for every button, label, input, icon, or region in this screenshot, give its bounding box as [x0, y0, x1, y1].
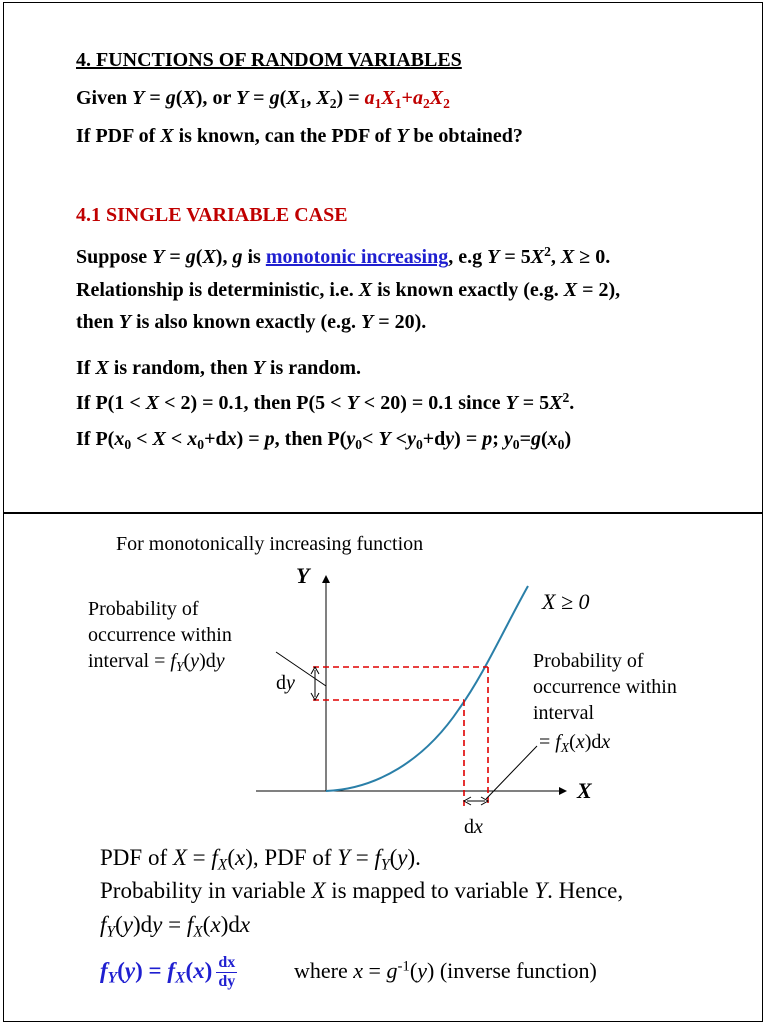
slide-top	[3, 2, 763, 513]
relationship-line: Relationship is deterministic, i.e. X is known exactly (e.g. X = 2),	[76, 279, 621, 301]
monotonic-increasing-link[interactable]: monotonic increasing	[265, 246, 449, 268]
random-line: If X is random, then Y is random.	[76, 357, 362, 379]
right-annotation-line4: = $f_X(x)dx$	[539, 731, 611, 756]
left-annotation-line2: occurrence within	[88, 624, 232, 646]
left-annotation-line1: Probability of	[88, 598, 199, 620]
diagram-caption: For monotonically increasing function	[116, 533, 424, 555]
derivative-fraction: $\frac{dx}{dy}$	[218, 954, 236, 990]
slide-bottom	[3, 513, 763, 1022]
x-axis-label: X	[577, 778, 592, 803]
suppose-line: Suppose Y = g(X), g is monotonic increasing, e.g $Y = 5X^2$, X ≥ 0.	[76, 244, 611, 268]
right-annotation-line1: Probability of	[533, 650, 644, 672]
interval-guides	[313, 667, 488, 806]
linear-combination: $a_1X_1+a_2X_2$	[364, 87, 450, 112]
monotonic-curve	[326, 586, 528, 791]
right-annotation-line3: interval	[533, 702, 595, 724]
dx-label: dx	[464, 816, 483, 838]
given-line: Given Y = g(X), or $Y = g(X_1$, $X_2) = a_1X_1+a_2X_2$	[76, 87, 450, 112]
question-line: If PDF of X is known, can the PDF of Y be obtained?	[76, 125, 523, 147]
y-axis-label: Y	[296, 563, 310, 588]
right-annotation-line2: occurrence within	[533, 676, 677, 698]
equality-line: $f_Y(y)dy = f_X(x)dx$	[100, 912, 251, 941]
subsection-heading: 4.1 SINGLE VARIABLE CASE	[76, 204, 348, 226]
transformation-formula: $f_Y(y) = f_X(x)$ $\frac{dx}{dy}$	[100, 954, 236, 990]
dy-label: dy	[276, 672, 295, 694]
probability-example-line: If P(1 < X < 2) = 0.1, then P(5 < Y < 20) = 0.1 since $Y = 5X^2$.	[76, 390, 575, 414]
then-line: then Y is also known exactly (e.g. Y = 20).	[76, 311, 427, 333]
domain-label: X ≥ 0	[542, 589, 590, 614]
probability-general-line: If $P(x_0 < X < x_0+dx) = p$, then $P(y_0< Y <y_0+dy) = p$; $y_0=g(x_0)$	[76, 428, 572, 453]
pdf-definition-line: PDF of $X = f_X(x)$, PDF of $Y = f_Y(y)$.	[100, 845, 421, 874]
section-heading: 4. FUNCTIONS OF RANDOM VARIABLES	[76, 49, 462, 71]
left-annotation-line3: interval = $f_Y(y)dy$	[88, 650, 225, 675]
inverse-function-note: where $x = g^{-1}(y)$ (inverse function)	[294, 958, 597, 983]
mapping-line: Probability in variable X is mapped to variable Y. Hence,	[100, 878, 624, 903]
